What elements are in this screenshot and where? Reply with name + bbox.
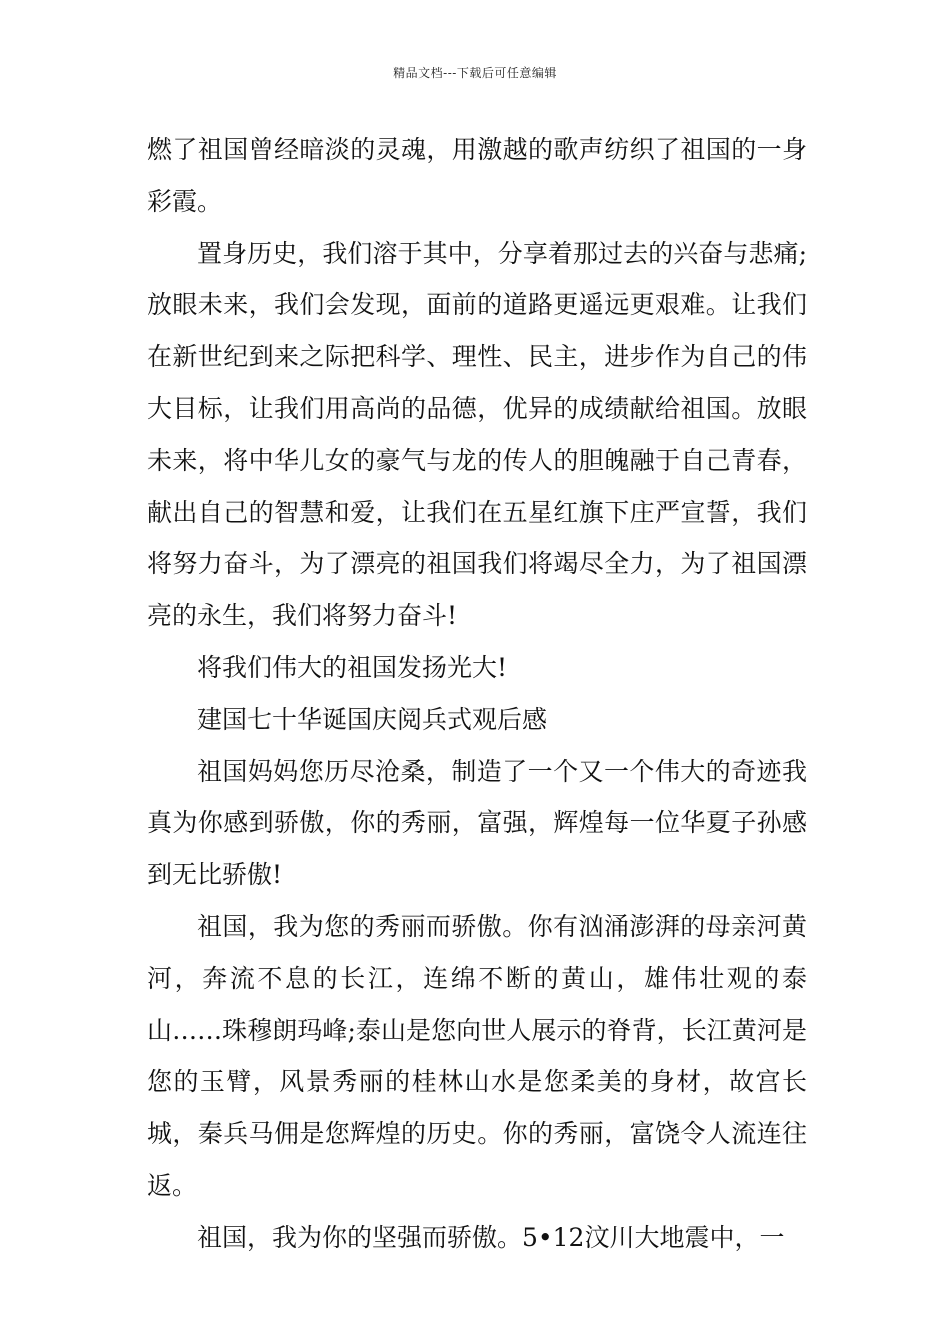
paragraph-continuation: 燃了祖国曾经暗淡的灵魂，用激越的歌声纺织了祖国的一身彩霞。 xyxy=(147,135,807,216)
paragraph: 祖国妈妈您历尽沧桑，制造了一个又一个伟大的奇迹我真为你感到骄傲，你的秀丽，富强，辉煌每一位华夏子孙感到无比骄傲! xyxy=(147,756,807,890)
document-body xyxy=(147,124,807,1264)
section-title: 建国七十华诞国庆阅兵式观后感 xyxy=(197,704,548,734)
paragraph: 将我们伟大的祖国发扬光大! xyxy=(197,652,508,682)
paragraph: 祖国，我为你的坚强而骄傲。5•12汶川大地震中，一 xyxy=(197,1222,785,1252)
paragraph: 祖国，我为您的秀丽而骄傲。你有汹涌澎湃的母亲河黄河，奔流不息的长江，连绵不断的黄山，雄伟壮观的泰山……珠穆朗玛峰;泰山是您向世人展示的脊背，长江黄河是您的玉臂，风景秀丽的桂林山水是您柔美的身材，故宫长城，秦兵马佣是您辉煌的历史。你的秀丽，富饶令人流连往返。 xyxy=(147,911,807,1200)
paragraph: 置身历史，我们溶于其中，分享着那过去的兴奋与悲痛;放眼未来，我们会发现，面前的道路更遥远更艰难。让我们在新世纪到来之际把科学、理性、民主，进步作为自己的伟大目标，让我们用高尚的品德，优异的成绩献给祖国。放眼未来，将中华儿女的豪气与龙的传人的胆魄融于自己青春，献出自己的智慧和爱，让我们在五星红旗下庄严宣誓，我们将努力奋斗，为了漂亮的祖国我们将竭尽全力，为了祖国漂亮的永生，我们将努力奋斗! xyxy=(147,238,807,631)
page-header: 精品文档---下载后可任意编辑 xyxy=(393,66,557,80)
